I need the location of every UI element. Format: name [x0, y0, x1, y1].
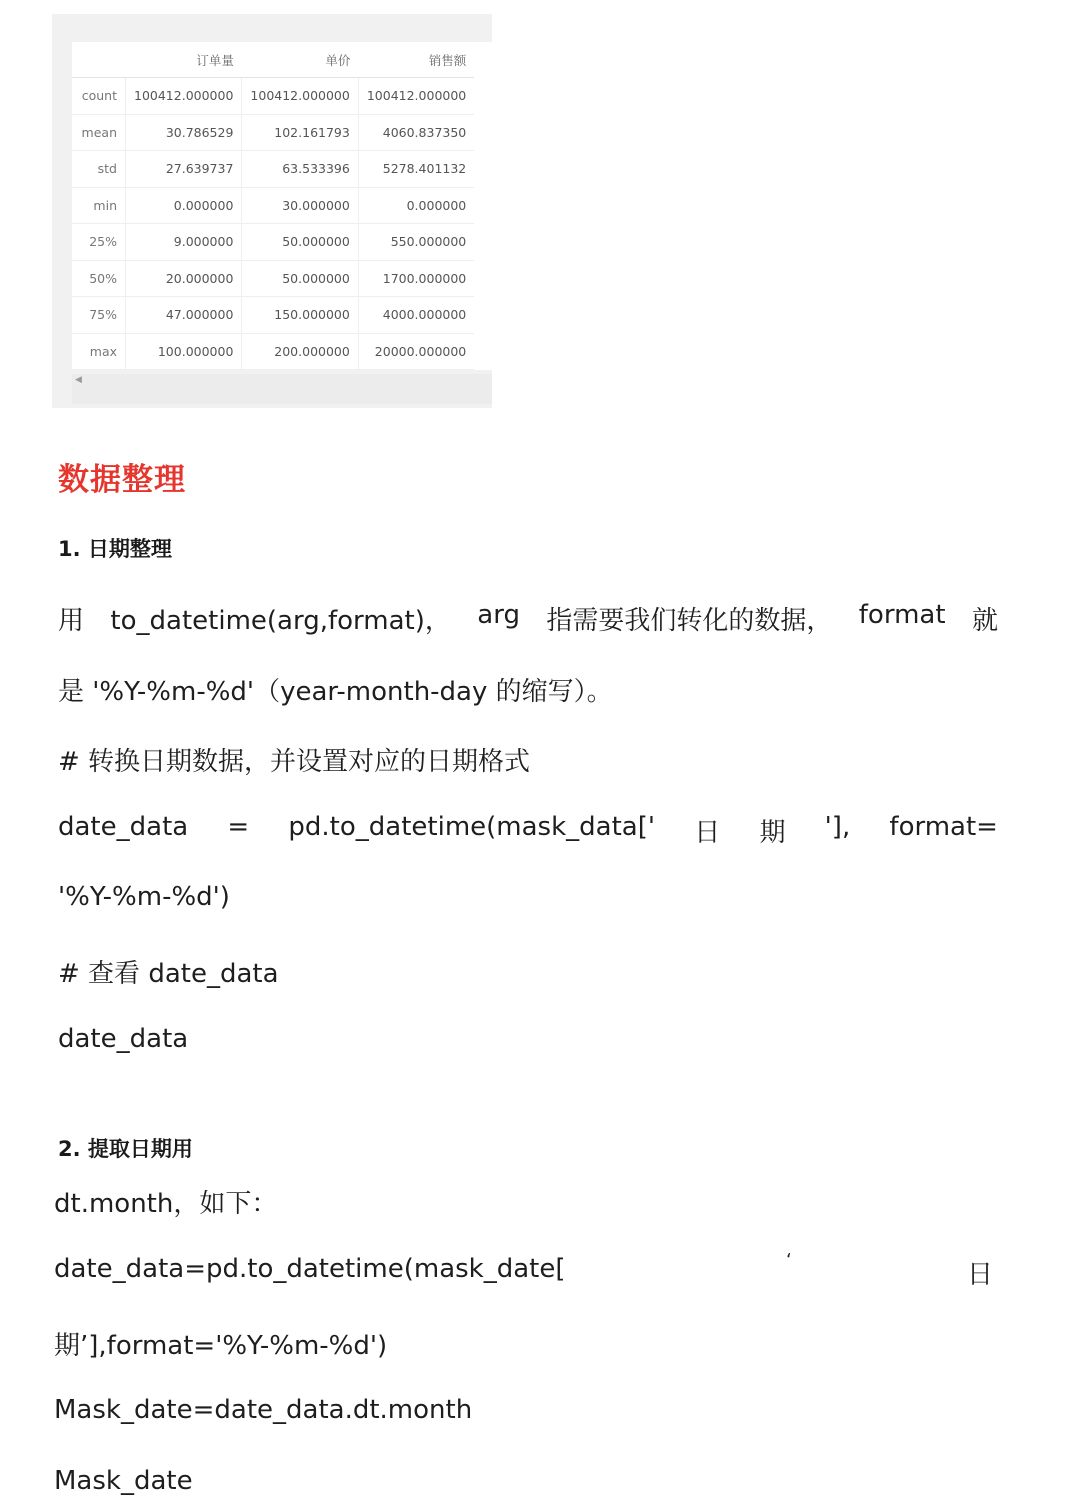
table-header-row: [72, 42, 474, 78]
table-row: [72, 187, 474, 224]
code-fragment: '],: [824, 812, 851, 842]
step2-code-line1-part1: date_data=pd.to_datetime(mask_date[: [54, 1254, 566, 1284]
table-cell: 100412.000000: [358, 78, 474, 115]
table-cell: 4060.837350: [358, 114, 474, 151]
code-fragment: format=: [889, 812, 998, 842]
step1-code-line1-continued: '%Y-%m-%d'): [58, 882, 230, 912]
code-fragment: 期: [759, 818, 786, 848]
code-fragment: pd.to_datetime(mask_data[': [288, 812, 656, 842]
table-cell: 30.000000: [242, 187, 358, 224]
table-cell: 0.000000: [358, 187, 474, 224]
table-row: [72, 333, 474, 370]
text-fragment: 就: [971, 606, 998, 636]
code-fragment: =: [227, 812, 250, 842]
step1-paragraph-line2: 是 '%Y-%m-%d'（year-month-day 的缩写）。: [58, 677, 613, 707]
row-label: mean: [72, 114, 126, 151]
table-cell: 9.000000: [126, 224, 242, 261]
step2-intro: dt.month，如下：: [54, 1189, 278, 1219]
table-cell: 63.533396: [242, 151, 358, 188]
step2-code-line2: Mask_date=date_data.dt.month: [54, 1395, 473, 1425]
table-cell: 200.000000: [242, 333, 358, 370]
table-cell: 50.000000: [242, 224, 358, 261]
describe-table: [72, 42, 474, 370]
table-row: [72, 151, 474, 188]
text-fragment: 指需要我们转化的数据，: [546, 606, 833, 636]
scroll-left-arrow-icon[interactable]: ◀: [75, 375, 82, 385]
code-fragment: date_data: [58, 812, 189, 842]
section-title: 数据整理: [58, 462, 186, 498]
table-cell: 102.161793: [242, 114, 358, 151]
step1-paragraph-line1: [58, 600, 998, 637]
row-label: count: [72, 78, 126, 115]
code-fragment: 日: [694, 818, 721, 848]
text-fragment: arg: [477, 600, 520, 630]
table-row: [72, 297, 474, 334]
row-label: 50%: [72, 260, 126, 297]
table-cell: 50.000000: [242, 260, 358, 297]
column-header: 订单量: [126, 42, 242, 78]
table-cell: 20.000000: [126, 260, 242, 297]
table-cell: 20000.000000: [358, 333, 474, 370]
table-cell: 5278.401132: [358, 151, 474, 188]
table-cell: 30.786529: [126, 114, 242, 151]
table-cell: 47.000000: [126, 297, 242, 334]
step1-heading: 1. 日期整理: [58, 537, 172, 561]
describe-output-screenshot: [52, 14, 492, 408]
describe-table-wrapper: [72, 42, 516, 370]
table-cell: 0.000000: [126, 187, 242, 224]
table-cell: 100.000000: [126, 333, 242, 370]
step1-code-line1: [58, 812, 998, 849]
row-label: std: [72, 151, 126, 188]
table-row: [72, 224, 474, 261]
step2-heading: 2. 提取日期用: [58, 1137, 193, 1161]
table-row: [72, 78, 474, 115]
step2-code-line3: Mask_date: [54, 1466, 193, 1496]
text-fragment: 用: [58, 606, 85, 636]
text-fragment: format: [858, 600, 946, 630]
row-label: 75%: [72, 297, 126, 334]
step1-comment-convert: # 转换日期数据，并设置对应的日期格式: [58, 747, 531, 777]
horizontal-scrollbar[interactable]: [72, 374, 492, 404]
index-header: [72, 42, 126, 78]
table-cell: 27.639737: [126, 151, 242, 188]
row-label: 25%: [72, 224, 126, 261]
table-row: [72, 260, 474, 297]
row-label: min: [72, 187, 126, 224]
column-header: 单价: [242, 42, 358, 78]
table-cell: 100412.000000: [126, 78, 242, 115]
step2-code-line1-continued: 期’],format='%Y-%m-%d'): [54, 1331, 388, 1361]
step1-comment-view: # 查看 date_data: [58, 959, 279, 989]
table-cell: 100412.000000: [242, 78, 358, 115]
text-fragment: to_datetime(arg,format)，: [110, 606, 451, 636]
row-label: max: [72, 333, 126, 370]
column-header: 销售额: [358, 42, 474, 78]
step2-code-line1-part3: 日: [967, 1260, 994, 1290]
table-cell: 150.000000: [242, 297, 358, 334]
table-cell: 4000.000000: [358, 297, 474, 334]
step1-code-line2: date_data: [58, 1024, 189, 1054]
table-row: [72, 114, 474, 151]
table-cell: 1700.000000: [358, 260, 474, 297]
step2-code-line1-quote: ‘: [786, 1250, 792, 1271]
table-cell: 550.000000: [358, 224, 474, 261]
